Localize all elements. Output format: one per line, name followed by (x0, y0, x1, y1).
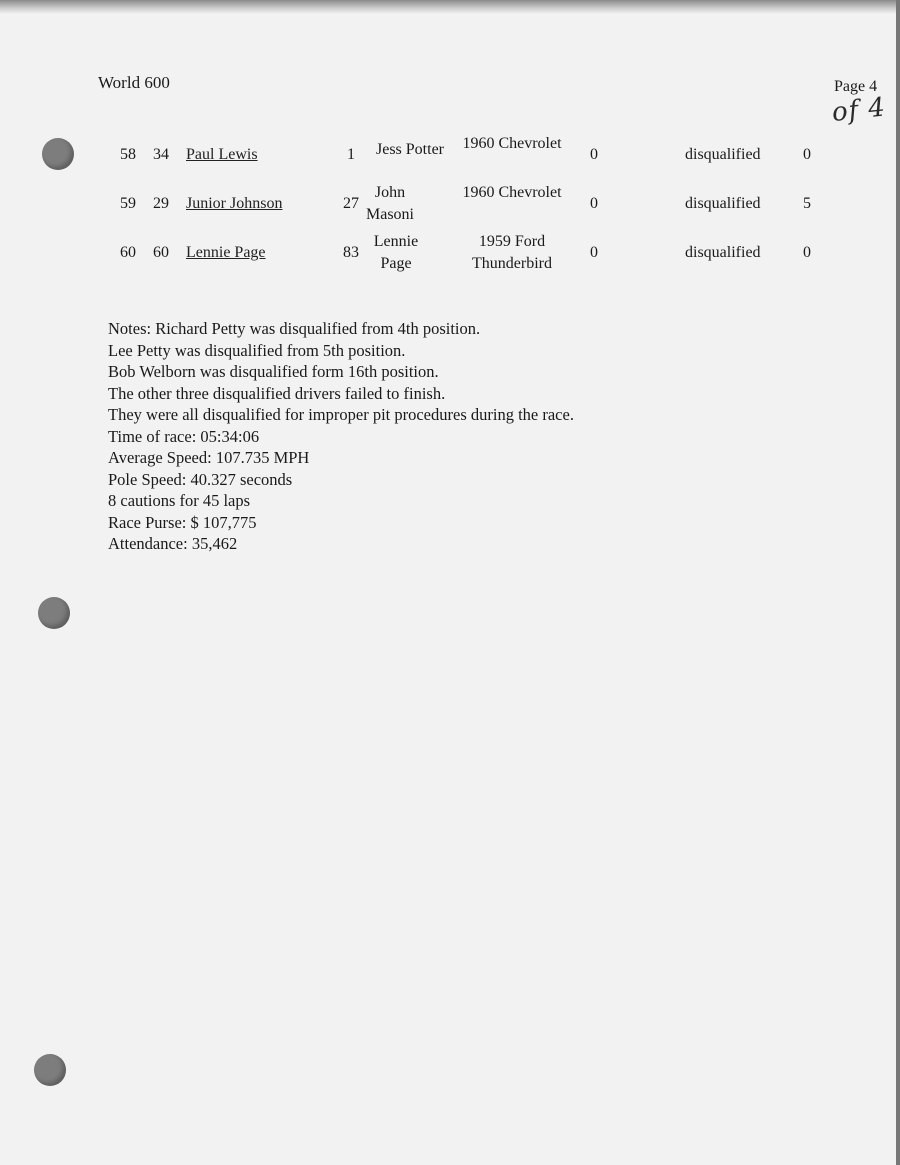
car-number: 1 (347, 146, 355, 163)
binder-hole-middle (38, 597, 70, 629)
car-number: 27 (343, 195, 359, 212)
points: 0 (803, 146, 811, 163)
note-line: Bob Welborn was disqualified form 16th position. (108, 362, 439, 381)
start-position: 34 (153, 146, 169, 163)
finish-position: 59 (120, 195, 136, 212)
page-number: Page 4 (834, 78, 878, 95)
binder-hole-bottom (34, 1054, 66, 1086)
note-line: Lee Petty was disqualified from 5th position. (108, 340, 406, 360)
note-line: They were all disqualified for improper pit procedures during the race. (108, 405, 574, 424)
race-time: Time of race: 05:34:06 (108, 426, 260, 446)
page-top-edge (0, 0, 900, 14)
driver-link[interactable]: Paul Lewis (186, 146, 258, 163)
driver-link[interactable]: Junior Johnson (186, 195, 283, 212)
points: 5 (803, 195, 811, 212)
laps-completed: 0 (590, 146, 598, 163)
note-line: Notes: Richard Petty was disqualified from 4th position. (108, 319, 481, 338)
table-row (0, 229, 900, 279)
car-make: 1959 Ford Thunderbird (472, 233, 552, 272)
start-position: 29 (153, 195, 169, 212)
finish-position: 60 (120, 244, 136, 261)
race-purse: Race Purse: $ 107,775 (108, 512, 257, 532)
car-make: 1960 Chevrolet (462, 184, 562, 201)
race-status: disqualified (685, 195, 761, 212)
pole-speed: Pole Speed: 40.327 seconds (108, 469, 293, 489)
car-owner: Lennie Page (373, 233, 419, 272)
document-title: World 600 (98, 73, 170, 92)
start-position: 60 (153, 244, 169, 261)
car-make: 1960 Chevrolet (462, 135, 562, 152)
points: 0 (803, 244, 811, 261)
table-row (0, 131, 900, 181)
table-row (0, 180, 900, 230)
race-status: disqualified (685, 146, 761, 163)
average-speed: Average Speed: 107.735 MPH (108, 448, 310, 467)
driver-link[interactable]: Lennie Page (186, 244, 266, 261)
handwritten-page-total: of 4 (830, 92, 888, 128)
finish-position: 58 (120, 146, 136, 163)
car-number: 83 (343, 244, 359, 261)
note-line: The other three disqualified drivers failed to finish. (108, 383, 446, 403)
race-status: disqualified (685, 244, 761, 261)
cautions: 8 cautions for 45 laps (108, 491, 251, 510)
laps-completed: 0 (590, 195, 598, 212)
laps-completed: 0 (590, 244, 598, 261)
car-owner: John Masoni (366, 184, 414, 223)
race-notes (108, 318, 808, 555)
attendance: Attendance: 35,462 (108, 534, 238, 553)
car-owner: Jess Potter (376, 141, 444, 158)
